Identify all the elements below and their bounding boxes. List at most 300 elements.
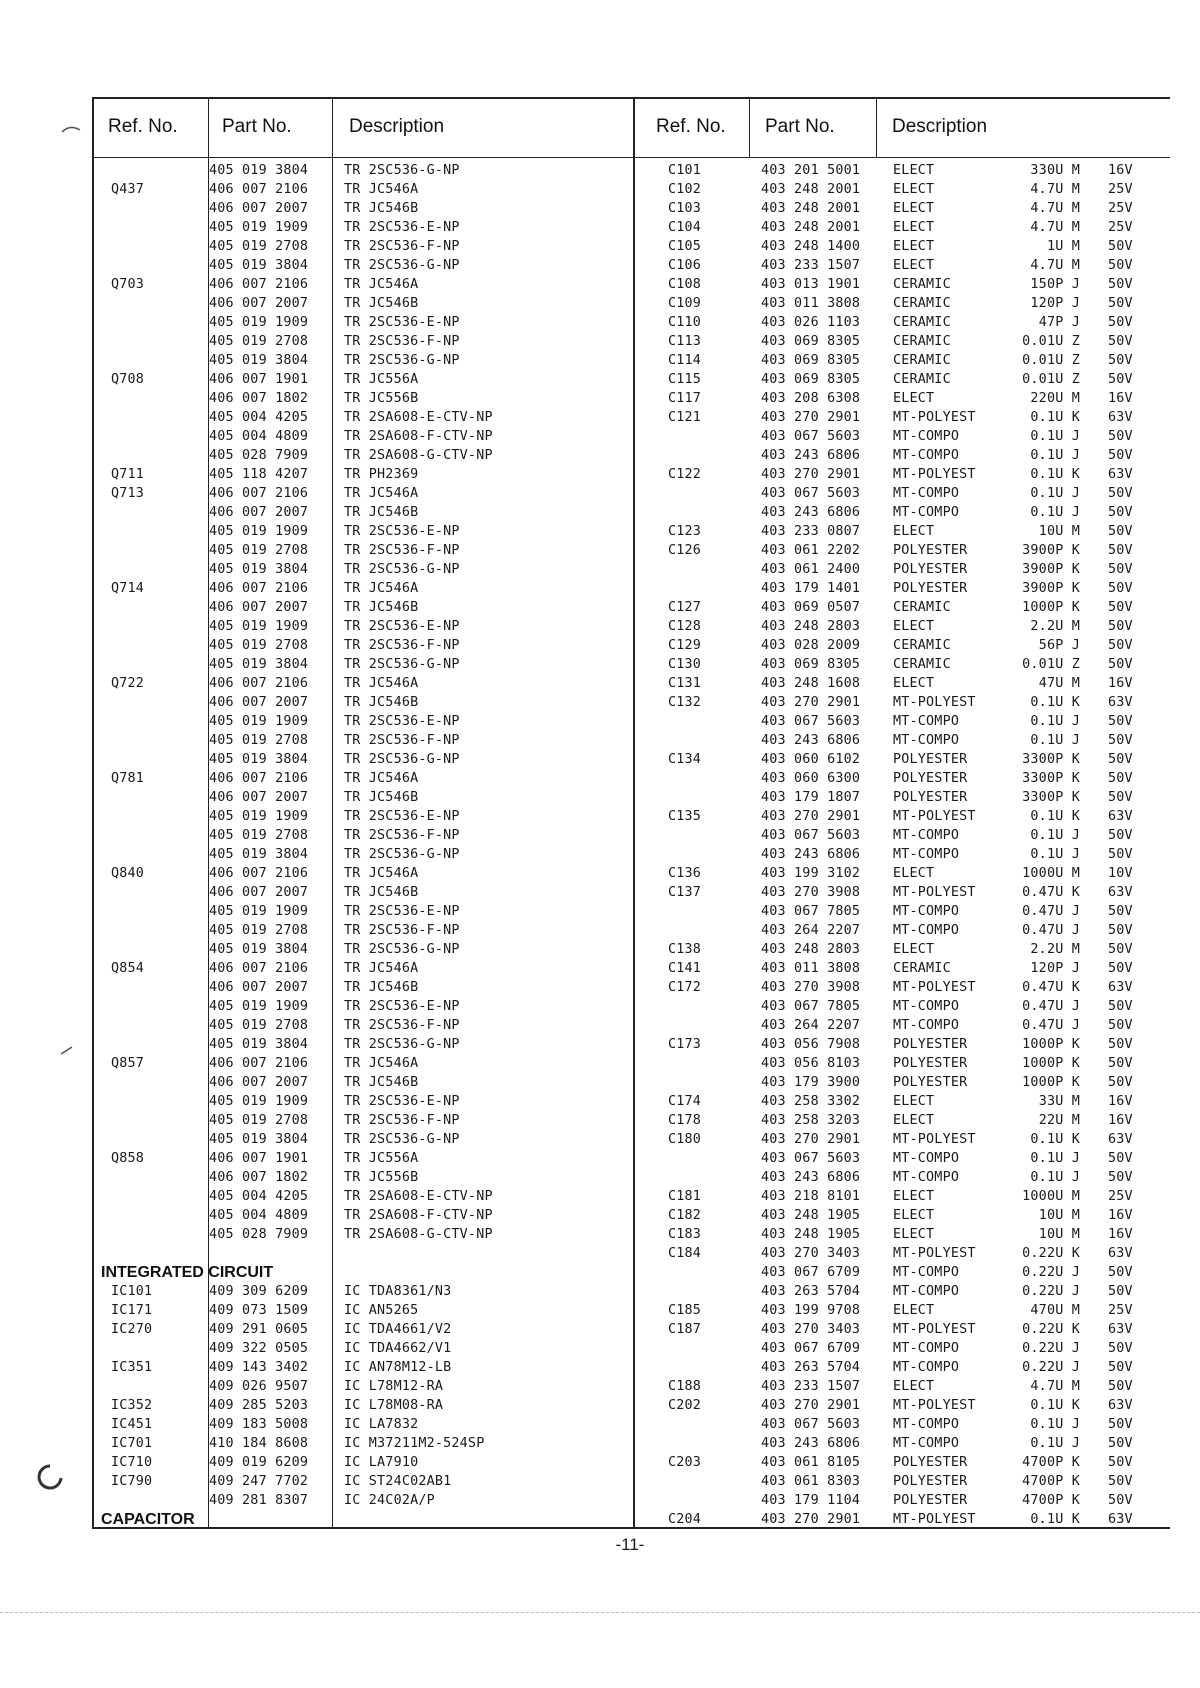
part-no-cell: 403 179 3900: [761, 1075, 861, 1090]
part-no-cell: 409 073 1509: [209, 1303, 309, 1318]
ref-no-cell: C114: [668, 353, 702, 368]
value-cell: 10U M: [1038, 524, 1080, 539]
description-cell: MT-COMPO: [893, 486, 960, 501]
description-cell: POLYESTER: [893, 543, 968, 558]
voltage-cell: 50V: [1108, 1474, 1133, 1489]
voltage-cell: 50V: [1108, 524, 1133, 539]
part-no-cell: 405 019 1909: [209, 315, 309, 330]
part-no-cell: 405 004 4809: [209, 429, 309, 444]
part-no-cell: 403 264 2207: [761, 1018, 861, 1033]
ref-no-cell: Q854: [111, 961, 145, 976]
value-cell: 0.47U K: [1022, 885, 1080, 900]
voltage-cell: 50V: [1108, 543, 1133, 558]
voltage-cell: 50V: [1108, 581, 1133, 596]
value-cell: 0.1U J: [1030, 828, 1080, 843]
part-no-cell: 406 007 2106: [209, 866, 309, 881]
value-cell: 1000P K: [1022, 1056, 1080, 1071]
value-cell: 1000P K: [1022, 600, 1080, 615]
value-cell: 0.47U J: [1022, 923, 1080, 938]
value-cell: 330U M: [1030, 163, 1080, 178]
voltage-cell: 50V: [1108, 771, 1133, 786]
description-cell: MT-POLYEST: [893, 1132, 976, 1147]
description-cell: IC L78M12-RA: [344, 1379, 444, 1394]
part-no-cell: 409 247 7702: [209, 1474, 309, 1489]
description-cell: TR 2SC536-E-NP: [344, 904, 460, 919]
description-cell: TR 2SC536-E-NP: [344, 809, 460, 824]
ref-no-cell: C130: [668, 657, 702, 672]
voltage-cell: 50V: [1108, 315, 1133, 330]
description-cell: MT-POLYEST: [893, 1512, 976, 1527]
part-no-cell: 403 264 2207: [761, 923, 861, 938]
description-cell: TR 2SA608-F-CTV-NP: [344, 1208, 493, 1223]
description-cell: TR JC546A: [344, 771, 419, 786]
description-cell: POLYESTER: [893, 771, 968, 786]
description-cell: MT-COMPO: [893, 1151, 960, 1166]
part-no-cell: 405 019 2708: [209, 334, 309, 349]
ref-no-cell: IC101: [111, 1284, 153, 1299]
voltage-cell: 50V: [1108, 999, 1133, 1014]
scan-edge-mark: [60, 1045, 74, 1055]
description-cell: MT-COMPO: [893, 999, 960, 1014]
description-cell: MT-POLYEST: [893, 1322, 976, 1337]
description-cell: MT-COMPO: [893, 714, 960, 729]
voltage-cell: 50V: [1108, 277, 1133, 292]
part-no-cell: 405 019 3804: [209, 752, 309, 767]
description-cell: CERAMIC: [893, 353, 951, 368]
part-no-cell: 403 067 7805: [761, 904, 861, 919]
part-no-cell: 409 309 6209: [209, 1284, 309, 1299]
part-no-cell: 405 019 2708: [209, 733, 309, 748]
ref-no-cell: C129: [668, 638, 702, 653]
voltage-cell: 16V: [1108, 1208, 1133, 1223]
part-no-cell: 403 067 6709: [761, 1265, 861, 1280]
part-no-cell: 403 028 2009: [761, 638, 861, 653]
description-cell: POLYESTER: [893, 1455, 968, 1470]
part-no-cell: 403 233 1507: [761, 258, 861, 273]
description-cell: TR 2SC536-F-NP: [344, 239, 460, 254]
voltage-cell: 50V: [1108, 334, 1133, 349]
description-cell: IC TDA8361/N3: [344, 1284, 452, 1299]
part-no-cell: 403 270 2901: [761, 1512, 861, 1527]
ref-no-cell: IC270: [111, 1322, 153, 1337]
part-no-cell: 403 258 3203: [761, 1113, 861, 1128]
part-no-cell: 403 026 1103: [761, 315, 861, 330]
voltage-cell: 50V: [1108, 1265, 1133, 1280]
description-cell: POLYESTER: [893, 752, 968, 767]
part-no-cell: 403 270 2901: [761, 1398, 861, 1413]
voltage-cell: 50V: [1108, 619, 1133, 634]
ref-no-cell: IC451: [111, 1417, 153, 1432]
description-cell: ELECT: [893, 1227, 935, 1242]
description-cell: ELECT: [893, 391, 935, 406]
voltage-cell: 50V: [1108, 258, 1133, 273]
part-no-cell: 403 218 8101: [761, 1189, 861, 1204]
value-cell: 120P J: [1030, 961, 1080, 976]
part-no-cell: 403 011 3808: [761, 961, 861, 976]
part-no-cell: 409 183 5008: [209, 1417, 309, 1432]
part-no-cell: 405 028 7909: [209, 1227, 309, 1242]
description-cell: TR 2SC536-G-NP: [344, 163, 460, 178]
description-cell: TR 2SC536-F-NP: [344, 334, 460, 349]
part-no-cell: 405 019 3804: [209, 1132, 309, 1147]
voltage-cell: 50V: [1108, 353, 1133, 368]
ref-no-cell: C182: [668, 1208, 702, 1223]
description-cell: IC L78M08-RA: [344, 1398, 444, 1413]
part-no-cell: 403 201 5001: [761, 163, 861, 178]
part-no-cell: 405 019 2708: [209, 1113, 309, 1128]
value-cell: 56P J: [1038, 638, 1080, 653]
part-no-cell: 406 007 2106: [209, 581, 309, 596]
part-no-cell: 403 243 6806: [761, 733, 861, 748]
ref-no-cell: C188: [668, 1379, 702, 1394]
voltage-cell: 25V: [1108, 1189, 1133, 1204]
voltage-cell: 25V: [1108, 220, 1133, 235]
ref-no-cell: C138: [668, 942, 702, 957]
voltage-cell: 50V: [1108, 942, 1133, 957]
description-cell: MT-POLYEST: [893, 467, 976, 482]
part-no-cell: 405 019 1909: [209, 714, 309, 729]
description-cell: TR JC546B: [344, 296, 419, 311]
description-cell: TR JC546A: [344, 1056, 419, 1071]
ref-no-cell: C103: [668, 201, 702, 216]
voltage-cell: 50V: [1108, 1075, 1133, 1090]
ref-no-cell: Q781: [111, 771, 145, 786]
voltage-cell: 50V: [1108, 752, 1133, 767]
voltage-cell: 50V: [1108, 1018, 1133, 1033]
ref-no-cell: C173: [668, 1037, 702, 1052]
description-cell: MT-COMPO: [893, 1436, 960, 1451]
part-no-cell: 403 248 1905: [761, 1227, 861, 1242]
description-cell: MT-POLYEST: [893, 695, 976, 710]
voltage-cell: 50V: [1108, 1360, 1133, 1375]
value-cell: 0.47U K: [1022, 980, 1080, 995]
ref-no-cell: C104: [668, 220, 702, 235]
part-no-cell: 406 007 2106: [209, 486, 309, 501]
ref-no-cell: C204: [668, 1512, 702, 1527]
part-no-cell: 405 019 2708: [209, 239, 309, 254]
value-cell: 150P J: [1030, 277, 1080, 292]
part-no-cell: 403 270 3908: [761, 980, 861, 995]
value-cell: 0.1U J: [1030, 1417, 1080, 1432]
ref-no-cell: C184: [668, 1246, 702, 1261]
value-cell: 0.01U Z: [1022, 372, 1080, 387]
ref-no-cell: Q713: [111, 486, 145, 501]
description-cell: TR JC556B: [344, 391, 419, 406]
description-cell: TR JC546B: [344, 980, 419, 995]
description-cell: POLYESTER: [893, 1474, 968, 1489]
part-no-cell: 405 004 4205: [209, 410, 309, 425]
description-cell: ELECT: [893, 239, 935, 254]
part-no-cell: 403 056 8103: [761, 1056, 861, 1071]
value-cell: 0.1U K: [1030, 1132, 1080, 1147]
header-part-no-left: Part No.: [222, 116, 292, 137]
description-cell: TR JC546B: [344, 201, 419, 216]
description-cell: TR JC546A: [344, 961, 419, 976]
part-no-cell: 403 270 3403: [761, 1246, 861, 1261]
description-cell: MT-COMPO: [893, 923, 960, 938]
part-no-cell: 405 019 3804: [209, 942, 309, 957]
value-cell: 0.01U Z: [1022, 353, 1080, 368]
part-no-cell: 403 069 8305: [761, 334, 861, 349]
description-cell: MT-COMPO: [893, 1170, 960, 1185]
ref-no-cell: IC710: [111, 1455, 153, 1470]
description-cell: TR JC546A: [344, 866, 419, 881]
part-no-cell: 406 007 2007: [209, 600, 309, 615]
voltage-cell: 50V: [1108, 486, 1133, 501]
ref-no-cell: Q708: [111, 372, 145, 387]
part-no-cell: 405 019 3804: [209, 353, 309, 368]
value-cell: 4.7U M: [1030, 258, 1080, 273]
value-cell: 1000U M: [1022, 866, 1080, 881]
description-cell: ELECT: [893, 942, 935, 957]
voltage-cell: 50V: [1108, 1455, 1133, 1470]
description-cell: TR JC546B: [344, 885, 419, 900]
header-description-right: Description: [892, 116, 988, 137]
voltage-cell: 25V: [1108, 182, 1133, 197]
part-no-cell: 403 270 2901: [761, 467, 861, 482]
part-no-cell: 406 007 2007: [209, 790, 309, 805]
voltage-cell: 25V: [1108, 201, 1133, 216]
description-cell: IC LA7832: [344, 1417, 419, 1432]
description-cell: POLYESTER: [893, 581, 968, 596]
part-no-cell: 403 270 2901: [761, 695, 861, 710]
description-cell: ELECT: [893, 619, 935, 634]
part-no-cell: 405 004 4205: [209, 1189, 309, 1204]
voltage-cell: 50V: [1108, 505, 1133, 520]
part-no-cell: 403 199 3102: [761, 866, 861, 881]
voltage-cell: 16V: [1108, 1094, 1133, 1109]
divider-part-desc-right: [876, 97, 877, 157]
voltage-cell: 50V: [1108, 1170, 1133, 1185]
ref-no-cell: C183: [668, 1227, 702, 1242]
description-cell: MT-POLYEST: [893, 809, 976, 824]
description-cell: TR 2SC536-F-NP: [344, 1018, 460, 1033]
voltage-cell: 50V: [1108, 638, 1133, 653]
part-no-cell: 403 199 9708: [761, 1303, 861, 1318]
ref-no-cell: C115: [668, 372, 702, 387]
value-cell: 0.1U K: [1030, 410, 1080, 425]
description-cell: CERAMIC: [893, 961, 951, 976]
header-ref-no-left: Ref. No.: [108, 116, 178, 137]
value-cell: 2.2U M: [1030, 942, 1080, 957]
part-no-cell: 405 019 1909: [209, 619, 309, 634]
ref-no-cell: C108: [668, 277, 702, 292]
voltage-cell: 50V: [1108, 296, 1133, 311]
part-no-cell: 403 067 5603: [761, 486, 861, 501]
voltage-cell: 50V: [1108, 657, 1133, 672]
part-no-cell: 405 019 2708: [209, 828, 309, 843]
part-no-cell: 406 007 2106: [209, 771, 309, 786]
description-cell: TR JC546B: [344, 1075, 419, 1090]
part-no-cell: 403 263 5704: [761, 1284, 861, 1299]
voltage-cell: 63V: [1108, 1322, 1133, 1337]
voltage-cell: 63V: [1108, 1132, 1133, 1147]
part-no-cell: 403 270 2901: [761, 410, 861, 425]
part-no-cell: 403 011 3808: [761, 296, 861, 311]
part-no-cell: 406 007 1901: [209, 372, 309, 387]
description-cell: TR 2SC536-F-NP: [344, 828, 460, 843]
value-cell: 4700P K: [1022, 1474, 1080, 1489]
description-cell: TR 2SA608-G-CTV-NP: [344, 448, 493, 463]
description-cell: TR JC546A: [344, 486, 419, 501]
value-cell: 0.22U K: [1022, 1246, 1080, 1261]
value-cell: 0.1U J: [1030, 448, 1080, 463]
part-no-cell: 403 179 1104: [761, 1493, 861, 1508]
description-cell: TR 2SC536-F-NP: [344, 1113, 460, 1128]
description-cell: ELECT: [893, 1208, 935, 1223]
ref-no-cell: Q858: [111, 1151, 145, 1166]
value-cell: 0.22U K: [1022, 1322, 1080, 1337]
section-heading: CAPACITOR: [101, 1511, 195, 1528]
voltage-cell: 50V: [1108, 961, 1133, 976]
part-no-cell: 405 019 2708: [209, 1018, 309, 1033]
voltage-cell: 63V: [1108, 1246, 1133, 1261]
part-no-cell: 403 067 5603: [761, 1151, 861, 1166]
description-cell: TR 2SC536-G-NP: [344, 942, 460, 957]
voltage-cell: 63V: [1108, 809, 1133, 824]
description-cell: MT-COMPO: [893, 1265, 960, 1280]
value-cell: 0.01U Z: [1022, 334, 1080, 349]
part-no-cell: 409 019 6209: [209, 1455, 309, 1470]
value-cell: 0.1U J: [1030, 1151, 1080, 1166]
value-cell: 22U M: [1038, 1113, 1080, 1128]
part-no-cell: 406 007 2007: [209, 980, 309, 995]
description-cell: MT-POLYEST: [893, 1246, 976, 1261]
ref-no-cell: C109: [668, 296, 702, 311]
voltage-cell: 50V: [1108, 904, 1133, 919]
part-no-cell: 403 067 6709: [761, 1341, 861, 1356]
description-cell: ELECT: [893, 676, 935, 691]
voltage-cell: 10V: [1108, 866, 1133, 881]
ref-no-cell: Q437: [111, 182, 145, 197]
part-no-cell: 405 019 1909: [209, 809, 309, 824]
description-cell: TR JC546A: [344, 581, 419, 596]
voltage-cell: 63V: [1108, 1512, 1133, 1527]
value-cell: 0.22U J: [1022, 1360, 1080, 1375]
ref-no-cell: C174: [668, 1094, 702, 1109]
value-cell: 0.1U K: [1030, 809, 1080, 824]
description-cell: MT-COMPO: [893, 1284, 960, 1299]
part-no-cell: 403 061 8105: [761, 1455, 861, 1470]
description-cell: ELECT: [893, 1094, 935, 1109]
part-no-cell: 405 019 3804: [209, 258, 309, 273]
part-no-cell: 406 007 2106: [209, 277, 309, 292]
part-no-cell: 403 061 2400: [761, 562, 861, 577]
part-no-cell: 403 248 2001: [761, 182, 861, 197]
description-cell: POLYESTER: [893, 1493, 968, 1508]
description-cell: TR 2SC536-G-NP: [344, 657, 460, 672]
description-cell: TR JC546B: [344, 600, 419, 615]
value-cell: 0.1U K: [1030, 467, 1080, 482]
ref-no-cell: C178: [668, 1113, 702, 1128]
value-cell: 0.22U J: [1022, 1341, 1080, 1356]
part-no-cell: 406 007 2007: [209, 201, 309, 216]
part-no-cell: 405 019 3804: [209, 1037, 309, 1052]
ref-no-cell: C132: [668, 695, 702, 710]
description-cell: IC AN78M12-LB: [344, 1360, 452, 1375]
value-cell: 0.47U J: [1022, 904, 1080, 919]
description-cell: ELECT: [893, 1379, 935, 1394]
value-cell: 0.47U J: [1022, 999, 1080, 1014]
ref-no-cell: C123: [668, 524, 702, 539]
description-cell: IC TDA4661/V2: [344, 1322, 452, 1337]
ref-no-cell: C141: [668, 961, 702, 976]
description-cell: TR JC546A: [344, 676, 419, 691]
ref-no-cell: IC701: [111, 1436, 153, 1451]
header-ref-no-right: Ref. No.: [656, 116, 726, 137]
description-cell: TR 2SC536-E-NP: [344, 1094, 460, 1109]
description-cell: POLYESTER: [893, 1056, 968, 1071]
value-cell: 0.01U Z: [1022, 657, 1080, 672]
description-cell: TR 2SC536-E-NP: [344, 220, 460, 235]
value-cell: 3900P K: [1022, 543, 1080, 558]
value-cell: 2.2U M: [1030, 619, 1080, 634]
description-cell: IC ST24C02AB1: [344, 1474, 452, 1489]
voltage-cell: 50V: [1108, 239, 1133, 254]
ref-no-cell: C101: [668, 163, 702, 178]
part-no-cell: 403 270 3403: [761, 1322, 861, 1337]
description-cell: TR 2SC536-F-NP: [344, 543, 460, 558]
value-cell: 10U M: [1038, 1227, 1080, 1242]
page-number: -11-: [615, 1535, 645, 1554]
description-cell: CERAMIC: [893, 372, 951, 387]
ref-no-cell: C121: [668, 410, 702, 425]
ref-no-cell: C137: [668, 885, 702, 900]
description-cell: ELECT: [893, 1113, 935, 1128]
ref-no-cell: C135: [668, 809, 702, 824]
voltage-cell: 25V: [1108, 1303, 1133, 1318]
part-no-cell: 405 019 1909: [209, 524, 309, 539]
part-no-cell: 403 233 0807: [761, 524, 861, 539]
value-cell: 4.7U M: [1030, 220, 1080, 235]
ref-no-cell: C181: [668, 1189, 702, 1204]
ref-no-cell: IC352: [111, 1398, 153, 1413]
description-cell: TR PH2369: [344, 467, 419, 482]
description-cell: MT-COMPO: [893, 847, 960, 862]
ref-no-cell: IC790: [111, 1474, 153, 1489]
description-cell: POLYESTER: [893, 790, 968, 805]
description-cell: MT-COMPO: [893, 1018, 960, 1033]
part-no-cell: 409 281 8307: [209, 1493, 309, 1508]
part-no-cell: 405 019 1909: [209, 1094, 309, 1109]
voltage-cell: 50V: [1108, 790, 1133, 805]
ref-no-cell: C203: [668, 1455, 702, 1470]
description-cell: MT-COMPO: [893, 904, 960, 919]
part-no-cell: 403 179 1807: [761, 790, 861, 805]
description-cell: TR 2SA608-E-CTV-NP: [344, 410, 493, 425]
part-no-cell: 403 270 3908: [761, 885, 861, 900]
part-no-cell: 405 019 3804: [209, 847, 309, 862]
voltage-cell: 50V: [1108, 1417, 1133, 1432]
description-cell: CERAMIC: [893, 600, 951, 615]
description-cell: POLYESTER: [893, 562, 968, 577]
part-no-cell: 403 061 8303: [761, 1474, 861, 1489]
part-no-cell: 406 007 2007: [209, 1075, 309, 1090]
ref-no-cell: C131: [668, 676, 702, 691]
voltage-cell: 50V: [1108, 1284, 1133, 1299]
part-no-cell: 403 069 8305: [761, 353, 861, 368]
value-cell: 0.1U J: [1030, 429, 1080, 444]
description-cell: TR 2SA608-F-CTV-NP: [344, 429, 493, 444]
voltage-cell: 50V: [1108, 429, 1133, 444]
value-cell: 470U M: [1030, 1303, 1080, 1318]
part-no-cell: 406 007 2106: [209, 182, 309, 197]
part-no-cell: 406 007 2007: [209, 505, 309, 520]
ref-no-cell: C113: [668, 334, 702, 349]
voltage-cell: 63V: [1108, 695, 1133, 710]
part-no-cell: 406 007 2106: [209, 676, 309, 691]
ref-no-cell: C180: [668, 1132, 702, 1147]
